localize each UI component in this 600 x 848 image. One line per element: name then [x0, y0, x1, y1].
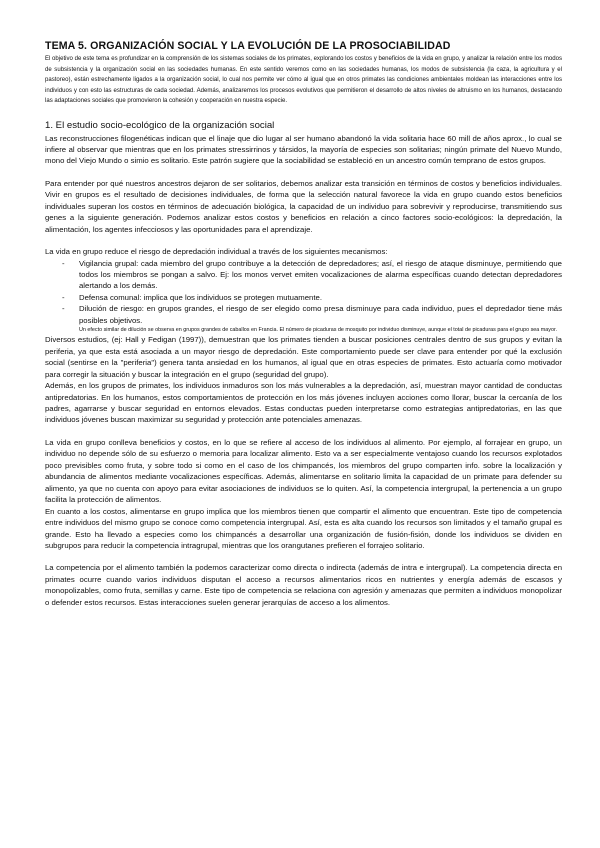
bullet-text: Vigilancia grupal: cada miembro del grupo contribuye a la detección de depredadores; así, el riesgo de ataque disminuye, permitiendo que todos los miembros se pongan a salvo. Ej: los monos vervet emiten vocalizaciones de alarma específicas cuando detectan depredadores alertando a los demás. — [79, 258, 562, 291]
paragraph-food-benefits: La vida en grupo conlleva beneficios y costos, en lo que se refiere al acceso de los individuos al alimento. Por ejemplo, al forrajear en grupo, un individuo no depende sólo de su esfuerzo o memoria para localizar alimento. Esto va a ser especialmente ventajoso cuando los recursos explotados poco previsibles como fruta, y sobre todo si como en el caso de los chimpancés, los miembros del grupo comparten info. sobre la localización y abundancia de alimentos mediante vocalizaciones específicas. Además, alimentarse en solitario limita la capacidad de un primate para defender su alimento, ya que no cuenta con apoyo para evitar asociaciones de individuos se lo quiten. Así, la competencia intergrupal, la pertenencia a un grupo facilita la protección de alimentos. — [45, 437, 562, 505]
list-item — [45, 292, 562, 303]
bullet-text: Defensa comunal: implica que los individuos se protegen mutuamente. — [79, 292, 322, 302]
paragraph-phylogeny: Las reconstrucciones filogenéticas indican que el linaje que dio lugar al ser humano abandonó la vida solitaria hace 60 mill de años aprox., lo cual se infiere al observar que mientras que en los primates stressirrinos y társidos, la mayoría de especies son solitarias; ningún primate del Nuevo Mundo, mono del Viejo Mundo o simio es solitario. Este patrón sugiere que la sociabilidad se estableció en un ancestro común temprano de estos grupos. — [45, 133, 562, 166]
paragraph-central-positions: Diversos estudios, (ej: Hall y Fedigan (1997)), demuestran que los primates tienden a buscar posiciones centrales dentro de sus grupos y evitan la periferia, ya que esta está asociada a un mayor riesgo de depredación. Este comportamiento puede ser clave para entender por qué la exclusión social (sentirse en la "periferia") genera tanta ansiedad en los humanos, al igual que en otras especies de primates. Esto actuaría como motivador para corregir la situación y buscar la integración en el grupo (seguridad del grupo). — [45, 335, 562, 379]
paragraph-costs-benefits: Para entender por qué nuestros ancestros dejaron de ser solitarios, debemos analizar esta transición en términos de costos y beneficios individuales. Vivir en grupos es el resultado de decisiones individuales, de forma que la selección natural favorece la vida en grupo cuando estos beneficios individuales superan los costos en términos de adecuación biológica, la capacidad de un individuo para sobrevivir y reproducirse, transmitiendo sus genes a la siguiente generación. Podemos analizar estos costos y beneficios en relación a cinco factores socio-ecológicos: la depredación, la alimentación, los agentes infecciosos y las oportunidades para el aprendizaje. — [45, 178, 562, 234]
list-item — [45, 258, 562, 292]
predation-mechanisms-list — [45, 258, 562, 335]
bullet-text: Dilución de riesgo: en grupos grandes, el riesgo de ser elegido como presa disminuye para cada individuo, pues el depredador tiene más posibles objetivos. — [79, 304, 562, 325]
list-item — [45, 303, 562, 334]
paragraph-predation-lead: La vida en grupo reduce el riesgo de depredación individual a través de los siguientes mecanismos: — [45, 247, 388, 257]
paragraph-direct-competition: La competencia por el alimento también la podemos caracterizar como directa o indirecta (además de intra e intergrupal). La competencia directa en primates ocurre cuando varios individuos disputan el acceso a recursos alimentarios ricos en nutrientes y energía además de escasos y monopolizables, como fruta, semillas y carne. Este tipo de competencia se relaciona con agresión y amenazas que permiten a individuos monopolizar o defender estos recursos. Estas interacciones suelen generar jerarquías de acceso a los alimentos. — [45, 563, 562, 607]
paragraph-food-costs: En cuanto a los costos, alimentarse en grupo implica que los miembros tienen que compartir el alimento que encuentran. Este tipo de competencia entre individuos del mismo grupo se conoce como competencia intergrupal. Así, esta es alta cuando los recursos son limitados y el tamaño grupal es grande. Esto ha llevado a especies como los chimpancés a desarrollar una organización de fusión-fisión, donde los individuos se dividen en subgrupos para reducir la competencia intragrupal, mientras que los orangutanes prefieren el forrajeo solitario. — [45, 506, 562, 550]
bullet-dash: - — [62, 304, 65, 314]
bullet-dash: - — [62, 258, 65, 268]
document-title: TEMA 5. ORGANIZACIÓN SOCIAL Y LA EVOLUCIÓN DE LA PROSOCIABILIDAD — [45, 40, 451, 52]
bullet-footnote: Un efecto similar de dilución se observa en grupos grandes de caballos en Francia. El número de picaduras de mosquito por individuo disminuye, aunque el total de picaduras para el grupo sea mayor. — [79, 327, 557, 334]
paragraph-immature-individuals: Además, en los grupos de primates, los individuos inmaduros son los más vulnerables a la depredación, así, muestran mayor cantidad de conductas antipredatorias. En los humanos, estos comportamientos de protección en los más jóvenes incluyen acciones como llorar, buscar la cercanía de los padres, agarrarse y buscar seguridad en entornos elevados. Estas conductas pueden interpretarse como estrategias antipredatorias, en las que individuos jóvenes buscan maximizar su seguridad y protección ante potenciales amenazas. — [45, 381, 562, 425]
bullet-dash: - — [62, 292, 65, 302]
intro-paragraph: El objetivo de este tema es profundizar en la comprensión de los sistemas sociales de los primates, explorando los costos y beneficios de la vida en grupo, y analizar la relación entre los modos de subsistencia y la organización social en las sociedades humanas. En este sentido veremos como en las sociedades humanas, los modos de subsistencia (la caza, la agricultura y el pastoreo), están estrechamente ligados a la organización social, lo cual nos permite ver cómo al igual que en otros primates las condiciones ambientales moldean las interacciones entre los individuos y con esto las estructuras de cada sociedad. Además, analizaremos los procesos evolutivos que permitieron el desarrollo de altos niveles de altruismo en los humanos, destacando las adaptaciones sociales que promovieron la cohesión y cooperación en nuestra especie. — [45, 56, 562, 104]
section-1-title: 1. El estudio socio-ecológico de la organización social — [45, 119, 275, 131]
